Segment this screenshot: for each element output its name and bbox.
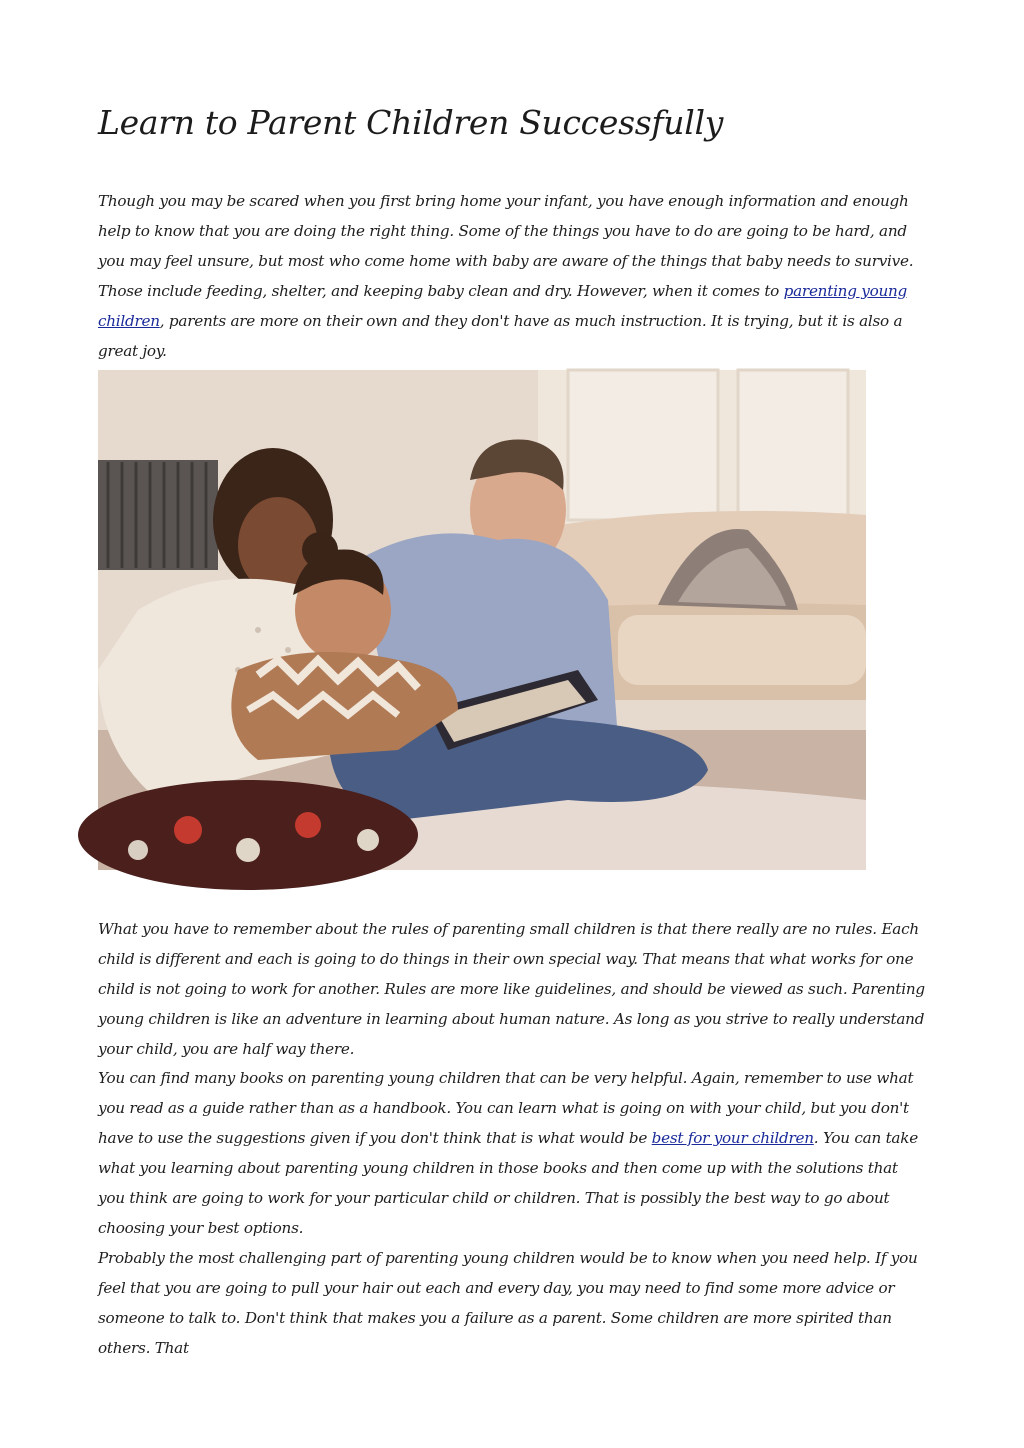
paragraph-help: Probably the most challenging part of parenting young children would be to know when you need help. If you feel that you are going to pull your hair out each and every day, you may need to find some more advice or someone to talk to. Don't think that makes you a failure as a parent. Some children are more spirited than others. That [98, 1249, 918, 1357]
paragraph-books-text-start: You can find many books on parenting young children that can be very helpful. Again, remember to use what you read as a guide rather than as a handbook. You can learn what is going on with your child, but you don't have to use the suggestions given if you don't think that is what would be [98, 1069, 914, 1147]
link-parenting-young-children[interactable]: parenting young children [98, 282, 908, 330]
paragraph-books [98, 1063, 928, 1243]
link-best-for-your-children[interactable]: best for your children [651, 1129, 814, 1147]
family-reading-illustration [98, 370, 866, 870]
paragraph-intro [98, 186, 928, 366]
article-title: Learn to Parent Children Successfully [98, 103, 724, 142]
paragraph-rules: What you have to remember about the rules of parenting small children is that there really are no rules. Each child is different and each is going to do things in their own special way. That means that what works for one child is not going to work for another. Rules are more like guidelines, and should be viewed as such. Parenting young children is like an adventure in learning about human nature. As long as you strive to really understand your child, you are half way there. [98, 920, 925, 1058]
paragraph-intro-text-start: Though you may be scared when you first bring home your infant, you have enough information and enough help to know that you are doing the right thing. Some of the things you have to do are going to be hard, and you may feel unsure, but most who come home with baby are aware of the things that baby needs to survive. Those include feeding, shelter, and keeping baby clean and dry. However, when it comes to [98, 192, 914, 300]
paragraph-books-text-end: . You can take what you learning about parenting young children in those books and then come up with the solutions that you think are going to work for your particular child or children. That is possibly the best way to go about choosing your best options. [98, 1129, 918, 1237]
paragraph-intro-text-end: , parents are more on their own and they don't have as much instruction. It is trying, but it is also a great joy. [98, 312, 903, 360]
family-reading-photo [98, 370, 866, 870]
